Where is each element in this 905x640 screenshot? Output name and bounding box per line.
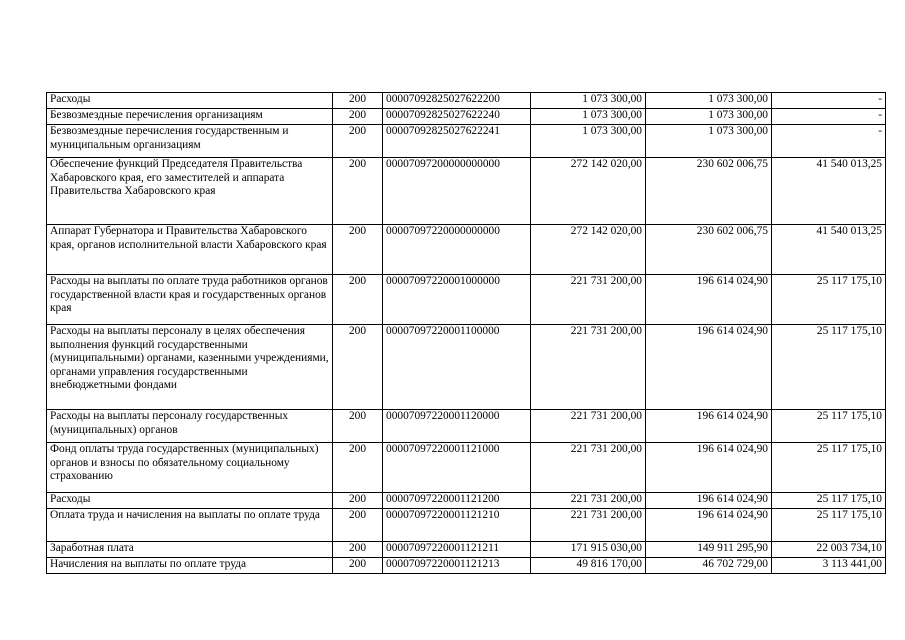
row-executed: 230 602 006,75	[646, 225, 772, 275]
row-classification: 00007097220001100000	[383, 325, 531, 410]
row-approved: 221 731 200,00	[531, 493, 646, 509]
table-row	[47, 225, 886, 275]
row-approved: 221 731 200,00	[531, 275, 646, 325]
row-code: 200	[333, 109, 383, 125]
row-executed: 149 911 295,90	[646, 542, 772, 558]
row-approved: 272 142 020,00	[531, 225, 646, 275]
row-name: Заработная плата	[47, 542, 333, 558]
row-executed: 1 073 300,00	[646, 125, 772, 158]
row-executed: 196 614 024,90	[646, 493, 772, 509]
row-name: Расходы на выплаты по оплате труда работников органов государственной власти края и государственных органов края	[47, 275, 333, 325]
row-unexecuted: 25 117 175,10	[772, 509, 886, 542]
row-classification: 00007092825027622240	[383, 109, 531, 125]
row-executed: 1 073 300,00	[646, 109, 772, 125]
row-executed: 196 614 024,90	[646, 509, 772, 542]
row-code: 200	[333, 158, 383, 225]
row-approved: 221 731 200,00	[531, 325, 646, 410]
row-executed: 1 073 300,00	[646, 93, 772, 109]
row-classification: 00007092825027622200	[383, 93, 531, 109]
row-code: 200	[333, 125, 383, 158]
row-code: 200	[333, 493, 383, 509]
row-classification: 00007097220001121211	[383, 542, 531, 558]
table-row	[47, 493, 886, 509]
row-approved: 171 915 030,00	[531, 542, 646, 558]
row-unexecuted: 25 117 175,10	[772, 443, 886, 493]
row-name: Оплата труда и начисления на выплаты по оплате труда	[47, 509, 333, 542]
row-name: Расходы	[47, 493, 333, 509]
row-name: Начисления на выплаты по оплате труда	[47, 558, 333, 574]
row-executed: 196 614 024,90	[646, 410, 772, 443]
table-row	[47, 558, 886, 574]
row-name: Расходы на выплаты персоналу государственных (муниципальных) органов	[47, 410, 333, 443]
row-name: Расходы	[47, 93, 333, 109]
row-code: 200	[333, 93, 383, 109]
row-approved: 49 816 170,00	[531, 558, 646, 574]
row-unexecuted: -	[772, 125, 886, 158]
table-row	[47, 509, 886, 542]
table-row	[47, 93, 886, 109]
table-row	[47, 410, 886, 443]
row-classification: 00007097220001121210	[383, 509, 531, 542]
row-name: Фонд оплаты труда государственных (муниципальных) органов и взносы по обязательному социальному страхованию	[47, 443, 333, 493]
row-unexecuted: 41 540 013,25	[772, 158, 886, 225]
row-approved: 272 142 020,00	[531, 158, 646, 225]
table-row	[47, 325, 886, 410]
row-name: Обеспечение функций Председателя Правительства Хабаровского края, его заместителей и аппарата Правительства Хабаровского края	[47, 158, 333, 225]
row-name: Аппарат Губернатора и Правительства Хабаровского края, органов исполнительной власти Хабаровского края	[47, 225, 333, 275]
table-row	[47, 542, 886, 558]
budget-execution-table	[46, 92, 886, 574]
row-code: 200	[333, 325, 383, 410]
row-code: 200	[333, 225, 383, 275]
row-executed: 230 602 006,75	[646, 158, 772, 225]
row-classification: 00007092825027622241	[383, 125, 531, 158]
row-approved: 1 073 300,00	[531, 93, 646, 109]
row-approved: 1 073 300,00	[531, 109, 646, 125]
row-executed: 196 614 024,90	[646, 443, 772, 493]
row-unexecuted: 25 117 175,10	[772, 410, 886, 443]
row-classification: 00007097200000000000	[383, 158, 531, 225]
table-row	[47, 275, 886, 325]
row-unexecuted: -	[772, 109, 886, 125]
row-executed: 46 702 729,00	[646, 558, 772, 574]
row-code: 200	[333, 275, 383, 325]
row-unexecuted: 25 117 175,10	[772, 275, 886, 325]
row-code: 200	[333, 558, 383, 574]
row-classification: 00007097220001121213	[383, 558, 531, 574]
row-unexecuted: 22 003 734,10	[772, 542, 886, 558]
row-classification: 00007097220000000000	[383, 225, 531, 275]
row-code: 200	[333, 509, 383, 542]
row-code: 200	[333, 443, 383, 493]
row-unexecuted: 25 117 175,10	[772, 325, 886, 410]
row-classification: 00007097220001121000	[383, 443, 531, 493]
row-name: Безвозмездные перечисления организациям	[47, 109, 333, 125]
row-executed: 196 614 024,90	[646, 275, 772, 325]
row-unexecuted: 3 113 441,00	[772, 558, 886, 574]
row-executed: 196 614 024,90	[646, 325, 772, 410]
row-approved: 221 731 200,00	[531, 410, 646, 443]
table-row	[47, 158, 886, 225]
table-body	[47, 93, 886, 574]
row-name: Расходы на выплаты персоналу в целях обеспечения выполнения функций государственными (муниципальными) органами, казенными учреждениями, органами управления государственными внебюджетными фондами	[47, 325, 333, 410]
row-approved: 1 073 300,00	[531, 125, 646, 158]
row-unexecuted: 41 540 013,25	[772, 225, 886, 275]
row-approved: 221 731 200,00	[531, 443, 646, 493]
table-row	[47, 125, 886, 158]
row-classification: 00007097220001120000	[383, 410, 531, 443]
row-unexecuted: 25 117 175,10	[772, 493, 886, 509]
row-code: 200	[333, 542, 383, 558]
row-code: 200	[333, 410, 383, 443]
row-classification: 00007097220001000000	[383, 275, 531, 325]
table-row	[47, 443, 886, 493]
row-name: Безвозмездные перечисления государственным и муниципальным организациям	[47, 125, 333, 158]
row-approved: 221 731 200,00	[531, 509, 646, 542]
table-row	[47, 109, 886, 125]
row-classification: 00007097220001121200	[383, 493, 531, 509]
row-unexecuted: -	[772, 93, 886, 109]
